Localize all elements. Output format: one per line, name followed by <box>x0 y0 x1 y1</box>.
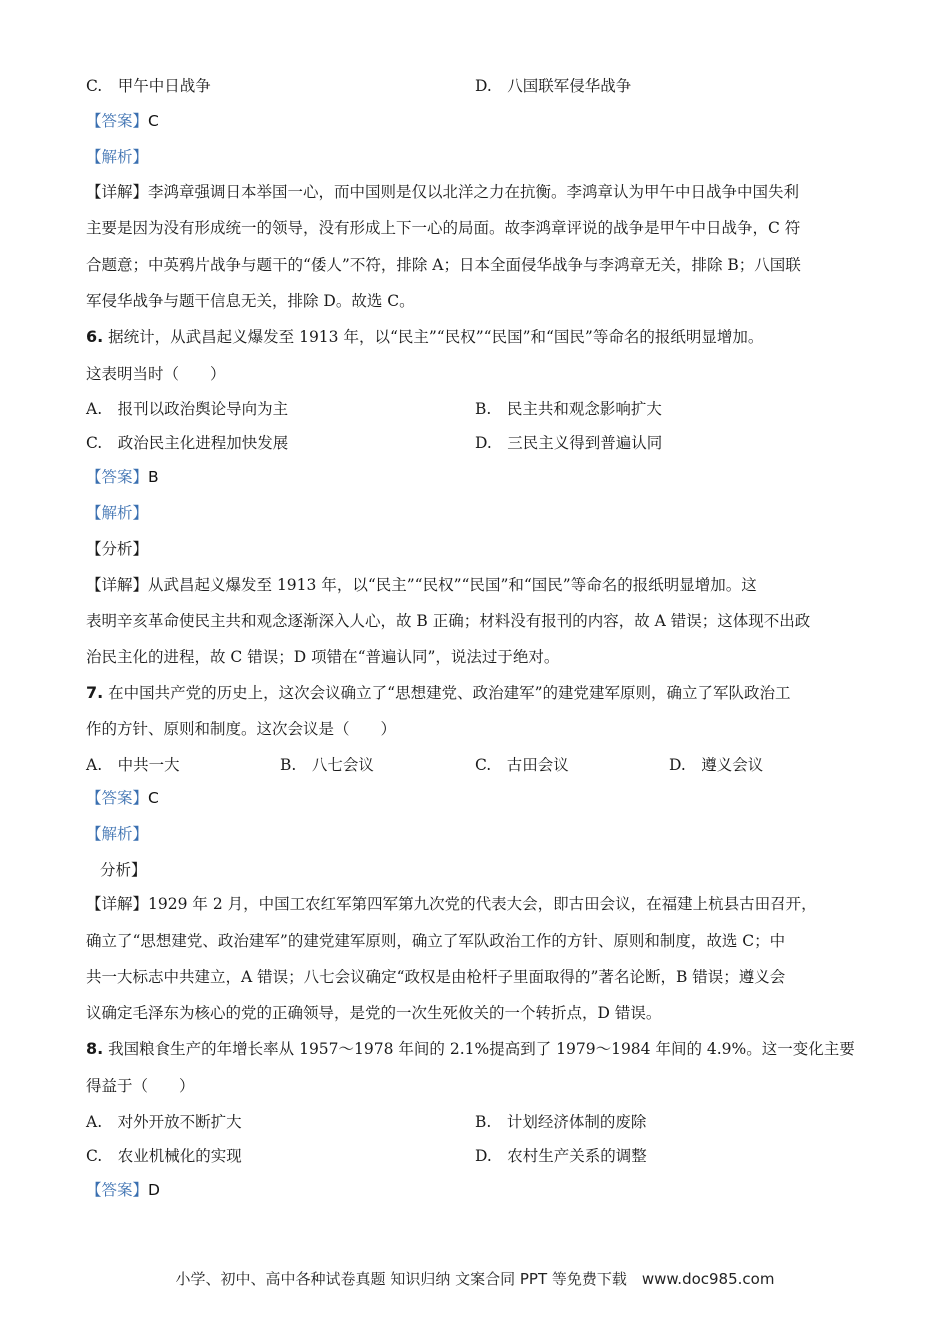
answer-tag: 【答案】 <box>86 1181 149 1199</box>
q7-detail-line-2: 确立了“思想建党、政治建军”的建党建军原则，确立了军队政治工作的方针、原则和制度，故选 C；中 <box>86 932 786 950</box>
q7-option-d: D. 遵义会议 <box>669 756 764 774</box>
answer-tag: 【答案】 <box>86 468 149 486</box>
q7-detail-line-4: 议确定毛泽东为核心的党的正确领导，是党的一次生死攸关的一个转折点，D 错误。 <box>86 1004 662 1022</box>
q6-detail-line-3: 治民主化的进程，故 C 错误；D 项错在“普遍认同”，说法过于绝对。 <box>86 648 560 666</box>
q6-option-c: C. 政治民主化进程加快发展 <box>86 434 289 452</box>
q7-option-a: A. 中共一大 <box>86 756 180 774</box>
q5-detail-line-3: 合题意；中英鸦片战争与题干的“倭人”不符，排除 A；日本全面侵华战争与李鸿章无关，排除 B；八国联 <box>86 256 801 274</box>
q5-analysis-tag: 【解析】 <box>86 148 149 166</box>
q6-answer <box>86 466 159 488</box>
q7-detail-line-3: 共一大标志中共建立，A 错误；八七会议确定“政权是由枪杆子里面取得的”著名论断，B 错误；遵义会 <box>86 968 786 986</box>
q7-detail-line-1: 【详解】1929 年 2 月，中国工农红军第四军第九次党的代表大会，即古田会议，在福建上杭县古田召开， <box>86 895 817 913</box>
q7-option-b: B. 八七会议 <box>280 756 374 774</box>
q7-stem-line-1: 7. 在中国共产党的历史上，这次会议确立了“思想建党、政治建军”的建党建军原则，确立了军队政治工 <box>86 683 791 702</box>
q6-detail-line-2: 表明辛亥革命使民主共和观念逐渐深入人心，故 B 正确；材料没有报刊的内容，故 A 错误；这体现不出政 <box>86 612 811 630</box>
page-footer: 小学、初中、高中各种试卷真题 知识归纳 文案合同 PPT 等免费下载 www.doc985.com <box>175 1270 775 1288</box>
q8-option-a: A. 对外开放不断扩大 <box>86 1113 242 1131</box>
answer-tag: 【答案】 <box>86 112 149 130</box>
question-number: 7. <box>86 683 104 702</box>
q6-analysis-tag: 【解析】 <box>86 504 149 522</box>
answer-value: C <box>148 112 159 130</box>
q5-option-d: D. 八国联军侵华战争 <box>475 77 632 95</box>
q6-stem-line-2: 这表明当时（ ） <box>86 365 226 383</box>
q6-stem-line-1: 6. 据统计，从武昌起义爆发至 1913 年，以“民主”“民权”“民国”和“国民”等命名的报纸明显增加。 <box>86 327 764 346</box>
q8-option-d: D. 农村生产关系的调整 <box>475 1147 647 1165</box>
q8-stem-line-1: 8. 我国粮食生产的年增长率从 1957～1978 年间的 2.1%提高到了 1979～1984 年间的 4.9%。这一变化主要 <box>86 1039 855 1058</box>
q8-stem-line-2: 得益于（ ） <box>86 1077 195 1095</box>
detail-tag: 【详解】 <box>86 183 149 201</box>
q5-detail-line-2: 主要是因为没有形成统一的领导，没有形成上下一心的局面。故李鸿章评说的战争是甲午中日战争，C 符 <box>86 219 801 237</box>
q7-option-c: C. 古田会议 <box>475 756 569 774</box>
q6-option-b: B. 民主共和观念影响扩大 <box>475 400 662 418</box>
q8-answer <box>86 1179 160 1201</box>
q6-option-d: D. 三民主义得到普遍认同 <box>475 434 663 452</box>
answer-value: D <box>148 1181 160 1199</box>
detail-tag: 【详解】 <box>86 895 149 913</box>
q7-fenxi-tag: 分析】 <box>100 861 147 879</box>
q8-option-b: B. 计划经济体制的废除 <box>475 1113 647 1131</box>
question-number: 8. <box>86 1039 104 1058</box>
q7-analysis-tag: 【解析】 <box>86 825 149 843</box>
answer-value: B <box>148 468 159 486</box>
q6-fenxi-tag: 【分析】 <box>86 540 149 558</box>
q7-answer <box>86 787 159 809</box>
answer-tag: 【答案】 <box>86 789 149 807</box>
q8-option-c: C. 农业机械化的实现 <box>86 1147 242 1165</box>
q5-answer <box>86 110 159 132</box>
detail-tag: 【详解】 <box>86 576 149 594</box>
q5-detail-line-1: 【详解】李鸿章强调日本举国一心，而中国则是仅以北洋之力在抗衡。李鸿章认为甲午中日战争中国失利 <box>86 183 800 201</box>
q5-option-c: C. 甲午中日战争 <box>86 77 211 95</box>
q6-detail-line-1: 【详解】从武昌起义爆发至 1913 年，以“民主”“民权”“民国”和“国民”等命名的报纸明显增加。这 <box>86 576 757 594</box>
q5-detail-line-4: 军侵华战争与题干信息无关，排除 D。故选 C。 <box>86 292 415 310</box>
answer-value: C <box>148 789 159 807</box>
q7-stem-line-2: 作的方针、原则和制度。这次会议是（ ） <box>86 720 397 738</box>
question-number: 6. <box>86 327 104 346</box>
q6-option-a: A. 报刊以政治舆论导向为主 <box>86 400 289 418</box>
